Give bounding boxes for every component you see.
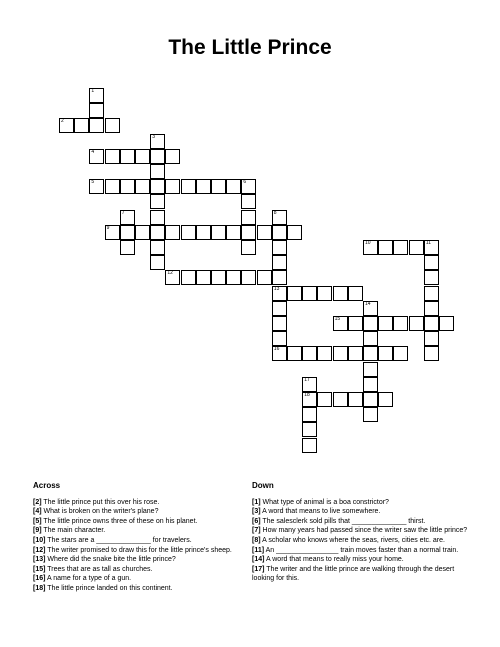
crossword-cell[interactable] (120, 240, 135, 255)
across-clue (33, 507, 248, 517)
crossword-cell[interactable] (317, 286, 332, 301)
crossword-cell[interactable] (105, 179, 120, 194)
cell-number: 7 (121, 209, 125, 216)
crossword-cell[interactable] (150, 164, 165, 179)
clue-number: [15] (33, 565, 46, 573)
cell-number: 10 (365, 240, 371, 246)
crossword-cell[interactable] (89, 103, 104, 118)
crossword-cell[interactable] (226, 270, 241, 285)
down-clue (252, 517, 474, 527)
crossword-cell[interactable] (317, 392, 332, 407)
clue-text: The writer promised to draw this for the little prince's sheep. (45, 546, 232, 554)
clue-text: A scholar who knows where the seas, rivers, cities etc. are. (260, 536, 445, 544)
crossword-cell[interactable] (241, 179, 256, 194)
clue-number: [1] (252, 498, 261, 506)
clue-text: A name for a type of a gun. (45, 575, 132, 583)
crossword-cell[interactable] (120, 179, 135, 194)
clue-number: [18] (33, 584, 46, 592)
crossword-cell[interactable] (181, 179, 196, 194)
down-clue (252, 555, 474, 565)
down-heading: Down (252, 481, 274, 490)
crossword-cell[interactable] (272, 301, 287, 316)
crossword-cell[interactable] (348, 286, 363, 301)
crossword-cell[interactable] (363, 301, 378, 316)
clue-text: The little prince put this over his rose. (41, 498, 160, 506)
crossword-cell[interactable] (287, 286, 302, 301)
down-clue (252, 526, 474, 536)
down-clue (252, 546, 474, 556)
crossword-cell[interactable] (241, 270, 256, 285)
crossword-cell[interactable] (424, 240, 439, 255)
crossword-cell[interactable] (302, 286, 317, 301)
crossword-cell[interactable] (272, 240, 287, 255)
crossword-cell[interactable] (302, 377, 317, 392)
clue-text: The little prince landed on this continent. (45, 584, 173, 592)
crossword-cell[interactable] (363, 392, 378, 407)
clue-text: Where did the snake bite the little prince? (45, 556, 176, 564)
clue-number: [10] (33, 536, 46, 544)
clue-number: [17] (252, 565, 265, 573)
across-clue (33, 565, 248, 575)
crossword-cell[interactable] (105, 149, 120, 164)
crossword-cell[interactable] (363, 377, 378, 392)
cell-number: 15 (334, 316, 341, 322)
crossword-cell[interactable] (287, 225, 302, 240)
crossword-cell[interactable] (363, 362, 378, 377)
down-clue (252, 498, 474, 508)
across-clue (33, 498, 248, 508)
across-clue (33, 526, 248, 536)
crossword-cell[interactable] (120, 149, 135, 164)
down-clue (252, 565, 474, 584)
cell-number: 14 (365, 300, 371, 307)
crossword-cell[interactable] (181, 270, 196, 285)
cell-number: 11 (425, 240, 431, 246)
clue-text: How many years had passed since the writer saw the little prince? (260, 527, 468, 535)
crossword-cell[interactable] (257, 270, 272, 285)
clue-text: The salesclerk sold pills that ______________ thirst. (260, 517, 426, 525)
crossword-cell[interactable] (241, 240, 256, 255)
crossword-cell[interactable] (135, 225, 150, 240)
crossword-cell[interactable] (89, 118, 104, 133)
clue-number: [9] (33, 527, 42, 535)
down-clues (252, 481, 474, 584)
crossword-cell[interactable] (348, 392, 363, 407)
crossword-cell[interactable] (257, 225, 272, 240)
crossword-cell[interactable] (196, 225, 211, 240)
across-heading: Across (33, 481, 61, 490)
crossword-cell[interactable] (226, 225, 241, 240)
crossword-cell[interactable] (105, 225, 120, 240)
crossword-cell[interactable] (348, 316, 363, 331)
cell-number: 4 (91, 148, 95, 155)
clue-number: [11] (252, 546, 265, 554)
crossword-cell[interactable] (317, 346, 332, 361)
puzzle-title: The Little Prince (168, 36, 332, 59)
crossword-cell[interactable] (211, 179, 226, 194)
crossword-cell[interactable] (150, 240, 165, 255)
clue-text: The stars are a ______________ for travelers. (45, 536, 192, 544)
crossword-cell[interactable] (363, 331, 378, 346)
across-clue (33, 536, 248, 546)
crossword-cell[interactable] (302, 346, 317, 361)
clue-text: A word that means to live somewhere. (260, 508, 381, 516)
crossword-cell[interactable] (424, 301, 439, 316)
crossword-cell[interactable] (287, 346, 302, 361)
crossword-cell[interactable] (333, 346, 348, 361)
crossword-cell[interactable] (241, 225, 256, 240)
crossword-cell[interactable] (59, 118, 74, 133)
crossword-cell[interactable] (150, 210, 165, 225)
crossword-cell[interactable] (135, 149, 150, 164)
crossword-cell[interactable] (74, 118, 89, 133)
cell-number: 6 (243, 179, 247, 186)
clue-text: The little prince owns three of these on his planet. (41, 517, 198, 525)
crossword-cell[interactable] (272, 270, 287, 285)
crossword-cell[interactable] (135, 179, 150, 194)
crossword-cell[interactable] (226, 179, 241, 194)
crossword-cell[interactable] (211, 225, 226, 240)
crossword-cell[interactable] (302, 392, 317, 407)
crossword-cell[interactable] (89, 88, 104, 103)
cell-number: 5 (91, 179, 95, 186)
clue-number: [12] (33, 546, 46, 554)
crossword-cell[interactable] (89, 149, 104, 164)
crossword-cell[interactable] (165, 270, 180, 285)
clue-number: [6] (252, 517, 261, 525)
clue-text: Trees that are as tall as churches. (45, 565, 153, 573)
cell-number: 2 (61, 118, 64, 125)
crossword-cell[interactable] (378, 346, 393, 361)
crossword-cell[interactable] (150, 179, 165, 194)
clue-number: [5] (33, 517, 42, 525)
crossword-cell[interactable] (181, 225, 196, 240)
clue-number: [4] (33, 508, 42, 516)
crossword-cell[interactable] (150, 194, 165, 209)
cell-number: 3 (152, 133, 155, 140)
crossword-cell[interactable] (424, 270, 439, 285)
clue-number: [2] (33, 498, 42, 506)
across-clue (33, 574, 248, 584)
crossword-cell[interactable] (424, 316, 439, 331)
across-clue (33, 546, 248, 556)
crossword-cell[interactable] (333, 286, 348, 301)
crossword-cell[interactable] (272, 286, 287, 301)
crossword-cell[interactable] (424, 346, 439, 361)
cell-number: 12 (167, 270, 173, 277)
crossword-cell[interactable] (333, 316, 348, 331)
crossword-cell[interactable] (302, 422, 317, 437)
crossword-cell[interactable] (409, 240, 424, 255)
crossword-cell[interactable] (424, 286, 439, 301)
cell-number: 18 (304, 392, 310, 398)
crossword-cell[interactable] (196, 179, 211, 194)
crossword-cell[interactable] (424, 331, 439, 346)
crossword-cell[interactable] (272, 255, 287, 270)
crossword-cell[interactable] (165, 149, 180, 164)
crossword-cell[interactable] (150, 255, 165, 270)
clue-number: [8] (252, 536, 261, 544)
crossword-cell[interactable] (363, 407, 378, 422)
crossword-cell[interactable] (150, 225, 165, 240)
clue-text: What is broken on the writer's plane? (41, 508, 159, 516)
clue-text: What type of animal is a boa constrictor? (260, 498, 389, 506)
cell-number: 8 (273, 209, 277, 216)
clue-text: The main character. (41, 527, 106, 535)
clue-number: [3] (252, 508, 261, 516)
clue-number: [13] (33, 556, 46, 564)
clue-text: A word that means to really miss your home. (264, 556, 404, 564)
crossword-cell[interactable] (424, 255, 439, 270)
down-clue (252, 507, 474, 517)
crossword-cell[interactable] (348, 346, 363, 361)
crossword-cell[interactable] (272, 331, 287, 346)
cell-number: 9 (106, 224, 110, 231)
cell-number: 16 (273, 346, 280, 353)
clue-number: [14] (252, 556, 265, 564)
crossword-cell[interactable] (211, 270, 226, 285)
crossword-cell[interactable] (105, 118, 120, 133)
crossword-cell[interactable] (439, 316, 454, 331)
crossword-cell[interactable] (393, 346, 408, 361)
crossword-cell[interactable] (378, 392, 393, 407)
clue-number: [16] (33, 575, 46, 583)
across-clue (33, 584, 248, 594)
crossword-cell[interactable] (241, 194, 256, 209)
cell-number: 13 (273, 285, 280, 292)
crossword-cell[interactable] (393, 316, 408, 331)
crossword-cell[interactable] (363, 240, 378, 255)
crossword-cell[interactable] (302, 438, 317, 453)
cell-number: 1 (91, 88, 95, 94)
crossword-cell[interactable] (150, 149, 165, 164)
crossword-cell[interactable] (89, 179, 104, 194)
across-clue (33, 555, 248, 565)
clue-text: An ________________ train moves faster than a normal train. (264, 546, 459, 554)
crossword-cell[interactable] (363, 346, 378, 361)
down-clue (252, 536, 474, 546)
crossword-cell[interactable] (378, 240, 393, 255)
clue-number: [7] (252, 527, 261, 535)
crossword-cell[interactable] (165, 179, 180, 194)
cell-number: 17 (304, 376, 310, 383)
crossword-cell[interactable] (165, 225, 180, 240)
crossword-cell[interactable] (363, 316, 378, 331)
crossword-cell[interactable] (272, 346, 287, 361)
crossword-cell[interactable] (272, 210, 287, 225)
crossword-cell[interactable] (120, 225, 135, 240)
across-clue (33, 517, 248, 527)
crossword-cell[interactable] (378, 316, 393, 331)
crossword-cell[interactable] (120, 210, 135, 225)
crossword-cell[interactable] (272, 225, 287, 240)
crossword-cell[interactable] (272, 316, 287, 331)
clue-text: The writer and the little prince are walking through the desert looking for this. (252, 565, 455, 583)
crossword-cell[interactable] (393, 240, 408, 255)
crossword-cell[interactable] (241, 210, 256, 225)
crossword-cell[interactable] (409, 316, 424, 331)
across-clues (33, 481, 248, 594)
crossword-cell[interactable] (302, 407, 317, 422)
crossword-cell[interactable] (150, 134, 165, 149)
crossword-cell[interactable] (196, 270, 211, 285)
crossword-cell[interactable] (333, 392, 348, 407)
